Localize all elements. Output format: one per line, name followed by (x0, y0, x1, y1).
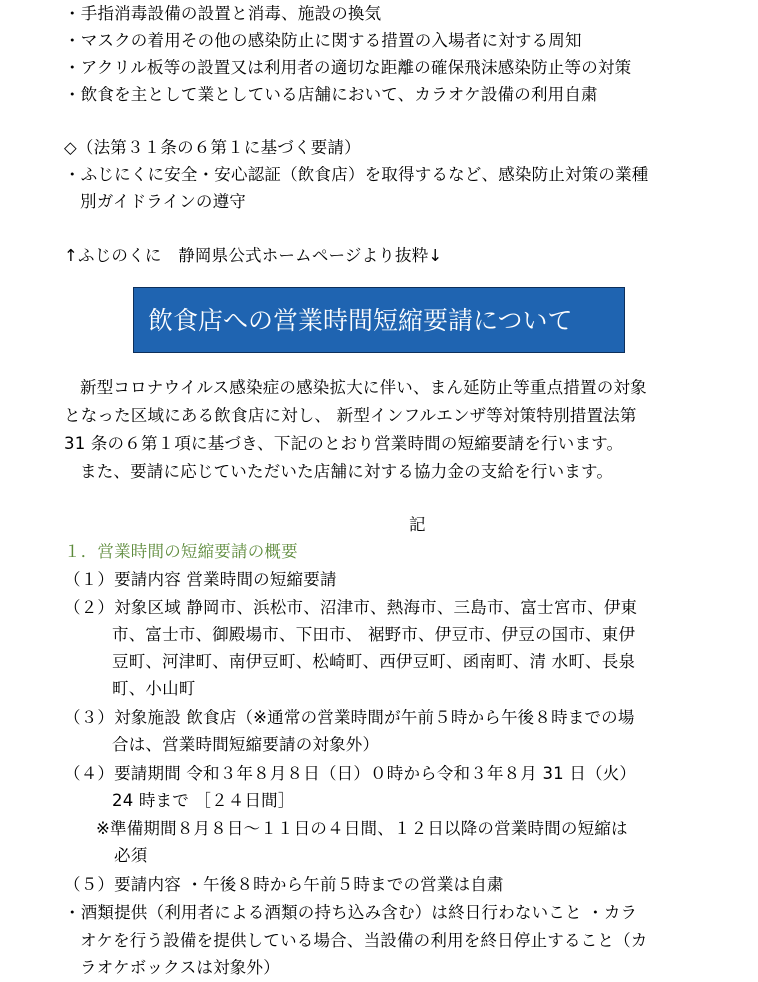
item4-request-period-line2: 24 時まで ［２４日間］ (112, 791, 295, 810)
intro-paragraph-line1: 新型コロナウイルス感染症の感染拡大に伴い、まん延防止等重点措置の対象 (80, 378, 647, 397)
item2-target-area-line2: 市、富士市、御殿場市、下田市、 裾野市、伊豆市、伊豆の国市、東伊 (112, 625, 636, 644)
item2-target-area-line3: 豆町、河津町、南伊豆町、松崎町、西伊豆町、函南町、清 水町、長泉 (112, 652, 636, 671)
item4-note-line2: 必須 (114, 846, 148, 865)
item5-alcohol-line2: オケを行う設備を提供している場合、当設備の利用を終日停止すること（カ (80, 931, 648, 950)
item4-request-period-line1: （４）要請期間 令和３年８月８日（日）０時から令和３年８月 31 日（火） (64, 764, 637, 783)
title-banner (133, 287, 625, 353)
intro-paragraph-line3: 31 条の６第１項に基づき、下記のとおり営業時間の短縮要請を行います。 (64, 434, 624, 453)
item4-note-line1: ※準備期間８月８日～１１日の４日間、１２日以降の営業時間の短縮は (96, 819, 628, 838)
section-heading: １．営業時間の短縮要請の概要 (64, 542, 298, 561)
bullet-hand-sanitizer: ・手指消毒設備の設置と消毒、施設の換気 (64, 4, 382, 23)
article31-heading: ◇（法第３１条の６第１に基づく要請） (64, 138, 361, 157)
item5-request-content: （５）要請内容 ・午後８時から午前５時までの営業は自粛 (64, 875, 504, 894)
item1-request-content: （１）要請内容 営業時間の短縮要請 (64, 570, 337, 589)
item5-alcohol-line1: ・酒類提供（利用者による酒類の持ち込み含む）は終日行わないこと ・カラ (64, 903, 638, 922)
item3-target-facility-line2: 合は、営業時間短縮要請の対象外） (112, 735, 380, 754)
article31-bullet-line1: ・ふじにくに安全・安心認証（飲食店）を取得するなど、感染防止対策の業種 (64, 165, 649, 184)
bullet-acrylic-board: ・アクリル板等の設置又は利用者の適切な距離の確保飛沫感染防止等の対策 (64, 58, 632, 77)
item2-target-area-line4: 町、小山町 (112, 679, 196, 698)
item3-target-facility-line1: （３）対象施設 飲食店（※通常の営業時間が午前５時から午後８時までの場 (64, 708, 635, 727)
bullet-karaoke-restraint: ・飲食を主として業としている店舗において、カラオケ設備の利用自粛 (64, 85, 598, 104)
article31-bullet-line2: 別ガイドラインの遵守 (80, 192, 247, 211)
intro-paragraph-line4: また、要請に応じていただいた店舗に対する協力金の支給を行います。 (80, 462, 614, 481)
ki-mark: 記 (409, 515, 426, 534)
excerpt-note: ↑ふじのくに 静岡県公式ホームページより抜粋↓ (64, 246, 443, 265)
bullet-mask-notice: ・マスクの着用その他の感染防止に関する措置の入場者に対する周知 (64, 31, 582, 50)
intro-paragraph-line2: となった区域にある飲食店に対し、 新型インフルエンザ等対策特別措置法第 (64, 406, 637, 425)
item2-target-area-line1: （２）対象区域 静岡市、浜松市、沼津市、熱海市、三島市、富士宮市、伊東 (64, 598, 638, 617)
item5-alcohol-line3: ラオケボックスは対象外） (80, 958, 280, 977)
banner-title: 飲食店への営業時間短縮要請について (148, 306, 573, 335)
